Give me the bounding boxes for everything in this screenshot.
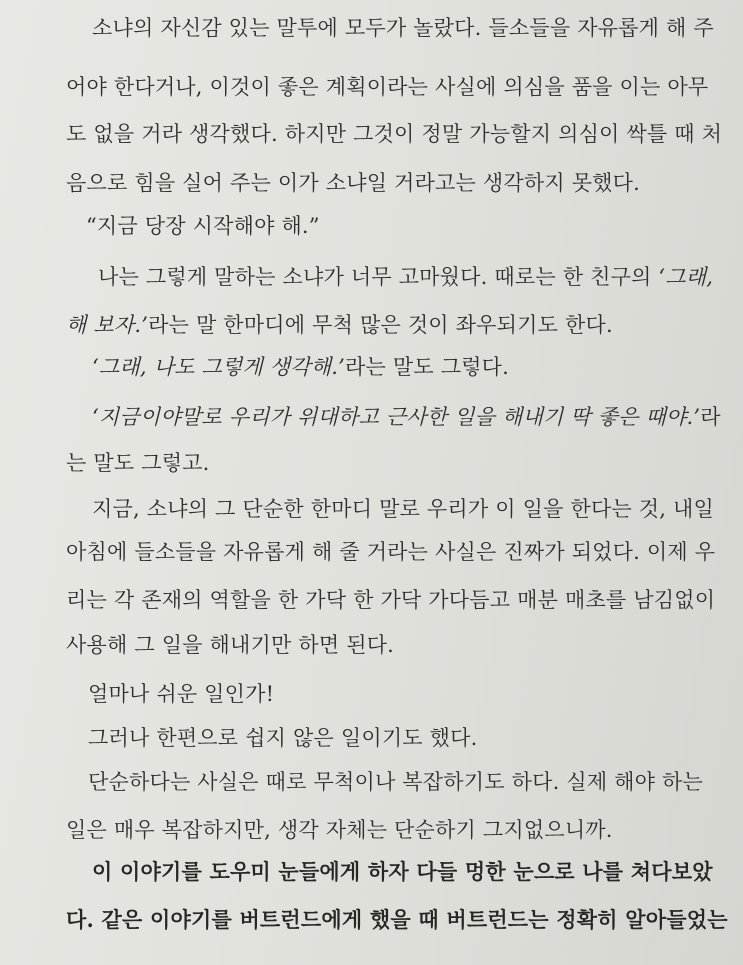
text-line-7-span: 라는 말 한마디에 무척 많은 것이 좌우되기도 한다.	[148, 313, 613, 337]
text-line-10	[66, 451, 210, 475]
text-line-7	[66, 313, 613, 337]
text-line-19-span: 도우미	[209, 859, 271, 884]
text-line-6	[98, 265, 713, 289]
italic-phrase: 해 보자.’	[66, 313, 149, 337]
text-line-15	[88, 682, 274, 706]
text-line-2	[66, 75, 708, 99]
text-line-4	[66, 171, 640, 195]
text-line-17-span: 단순하다는 사실은 때로 무척이나 복잡하기도 하다. 실제 해야 하는	[88, 770, 703, 794]
text-line-5	[86, 214, 320, 238]
text-line-5-span: “지금 당장 시작해야 해.”	[86, 214, 320, 238]
italic-phrase: ‘지금이야말로 우리가 위대하고 근사한 일을 해내기 딱 좋은 때야.’	[92, 405, 701, 429]
text-line-3-span: 도 없을 거라 생각했다. 하지만 그것이 정말 가능할지 의심이 싹틀 때 처	[66, 122, 723, 146]
text-line-12-span: 아침에 들소들을 자유롭게 해 줄 거라는 사실은 진짜가 되었다. 이제 우	[66, 540, 716, 564]
text-line-19	[92, 860, 713, 884]
text-line-1	[92, 16, 714, 40]
text-line-8-span: 라는 말도 그렇다.	[345, 355, 510, 379]
text-line-17	[88, 770, 703, 794]
italic-phrase: ‘그래,	[658, 265, 714, 289]
text-line-14-span: 사용해 그 일을 해내기만 하면 된다.	[66, 633, 395, 657]
text-line-14	[66, 633, 394, 657]
text-line-13	[66, 588, 715, 612]
text-line-15-span: 얼마나 쉬운 일인가!	[88, 682, 275, 706]
text-line-1-span: 소냐의 자신감 있는 말투에 모두가 놀랐다. 들소들을 자유롭게 해 주	[92, 16, 714, 40]
text-line-8	[92, 355, 509, 379]
italic-phrase: ‘그래, 나도 그렇게 생각해.’	[92, 355, 345, 379]
text-line-10-span: 는 말도 그렇고.	[66, 451, 210, 475]
text-line-16-span: 그러나 한편으로 쉽지 않은 일이기도 했다.	[88, 726, 478, 750]
text-line-6-span: 나는 그렇게 말하는 소냐가 너무 고마웠다. 때로는 한 친구의	[98, 265, 659, 289]
text-line-11-span: 지금, 소냐의 그 단순한 한마디 말로 우리가 이 일을 한다는 것, 내일	[92, 497, 715, 521]
text-line-4-span: 음으로 힘을 실어 주는 이가 소냐일 거라고는 생각하지 못했다.	[66, 171, 641, 195]
text-line-16	[88, 726, 478, 750]
text-line-12	[66, 540, 715, 564]
text-line-13-span: 리는 각 존재의 역할을 한 가닥 한 가닥 가다듬고 매분 매초를 남김없이	[66, 588, 716, 612]
text-line-20	[66, 908, 728, 932]
text-line-19-span: 눈들에게 하자 다들 멍한 눈으로 나를 쳐다보았	[270, 859, 713, 884]
text-line-20-span: 다. 같은 이야기를 버트런드에게 했을 때 버트런드는 정확히 알아들었는	[66, 907, 728, 932]
text-line-18-span: 일은 매우 복잡하지만, 생각 자체는 단순하기 그지없으니까.	[66, 818, 613, 842]
text-line-9-span: 라	[700, 405, 721, 429]
text-line-3	[66, 122, 722, 146]
text-line-19-span: 이 이야기를	[92, 859, 210, 884]
text-line-11	[92, 497, 714, 521]
text-line-2-span: 어야 한다거나, 이것이 좋은 계획이라는 사실에 의심을 품을 이는 아무	[66, 75, 709, 99]
text-line-9	[92, 405, 721, 429]
text-line-18	[66, 818, 613, 842]
